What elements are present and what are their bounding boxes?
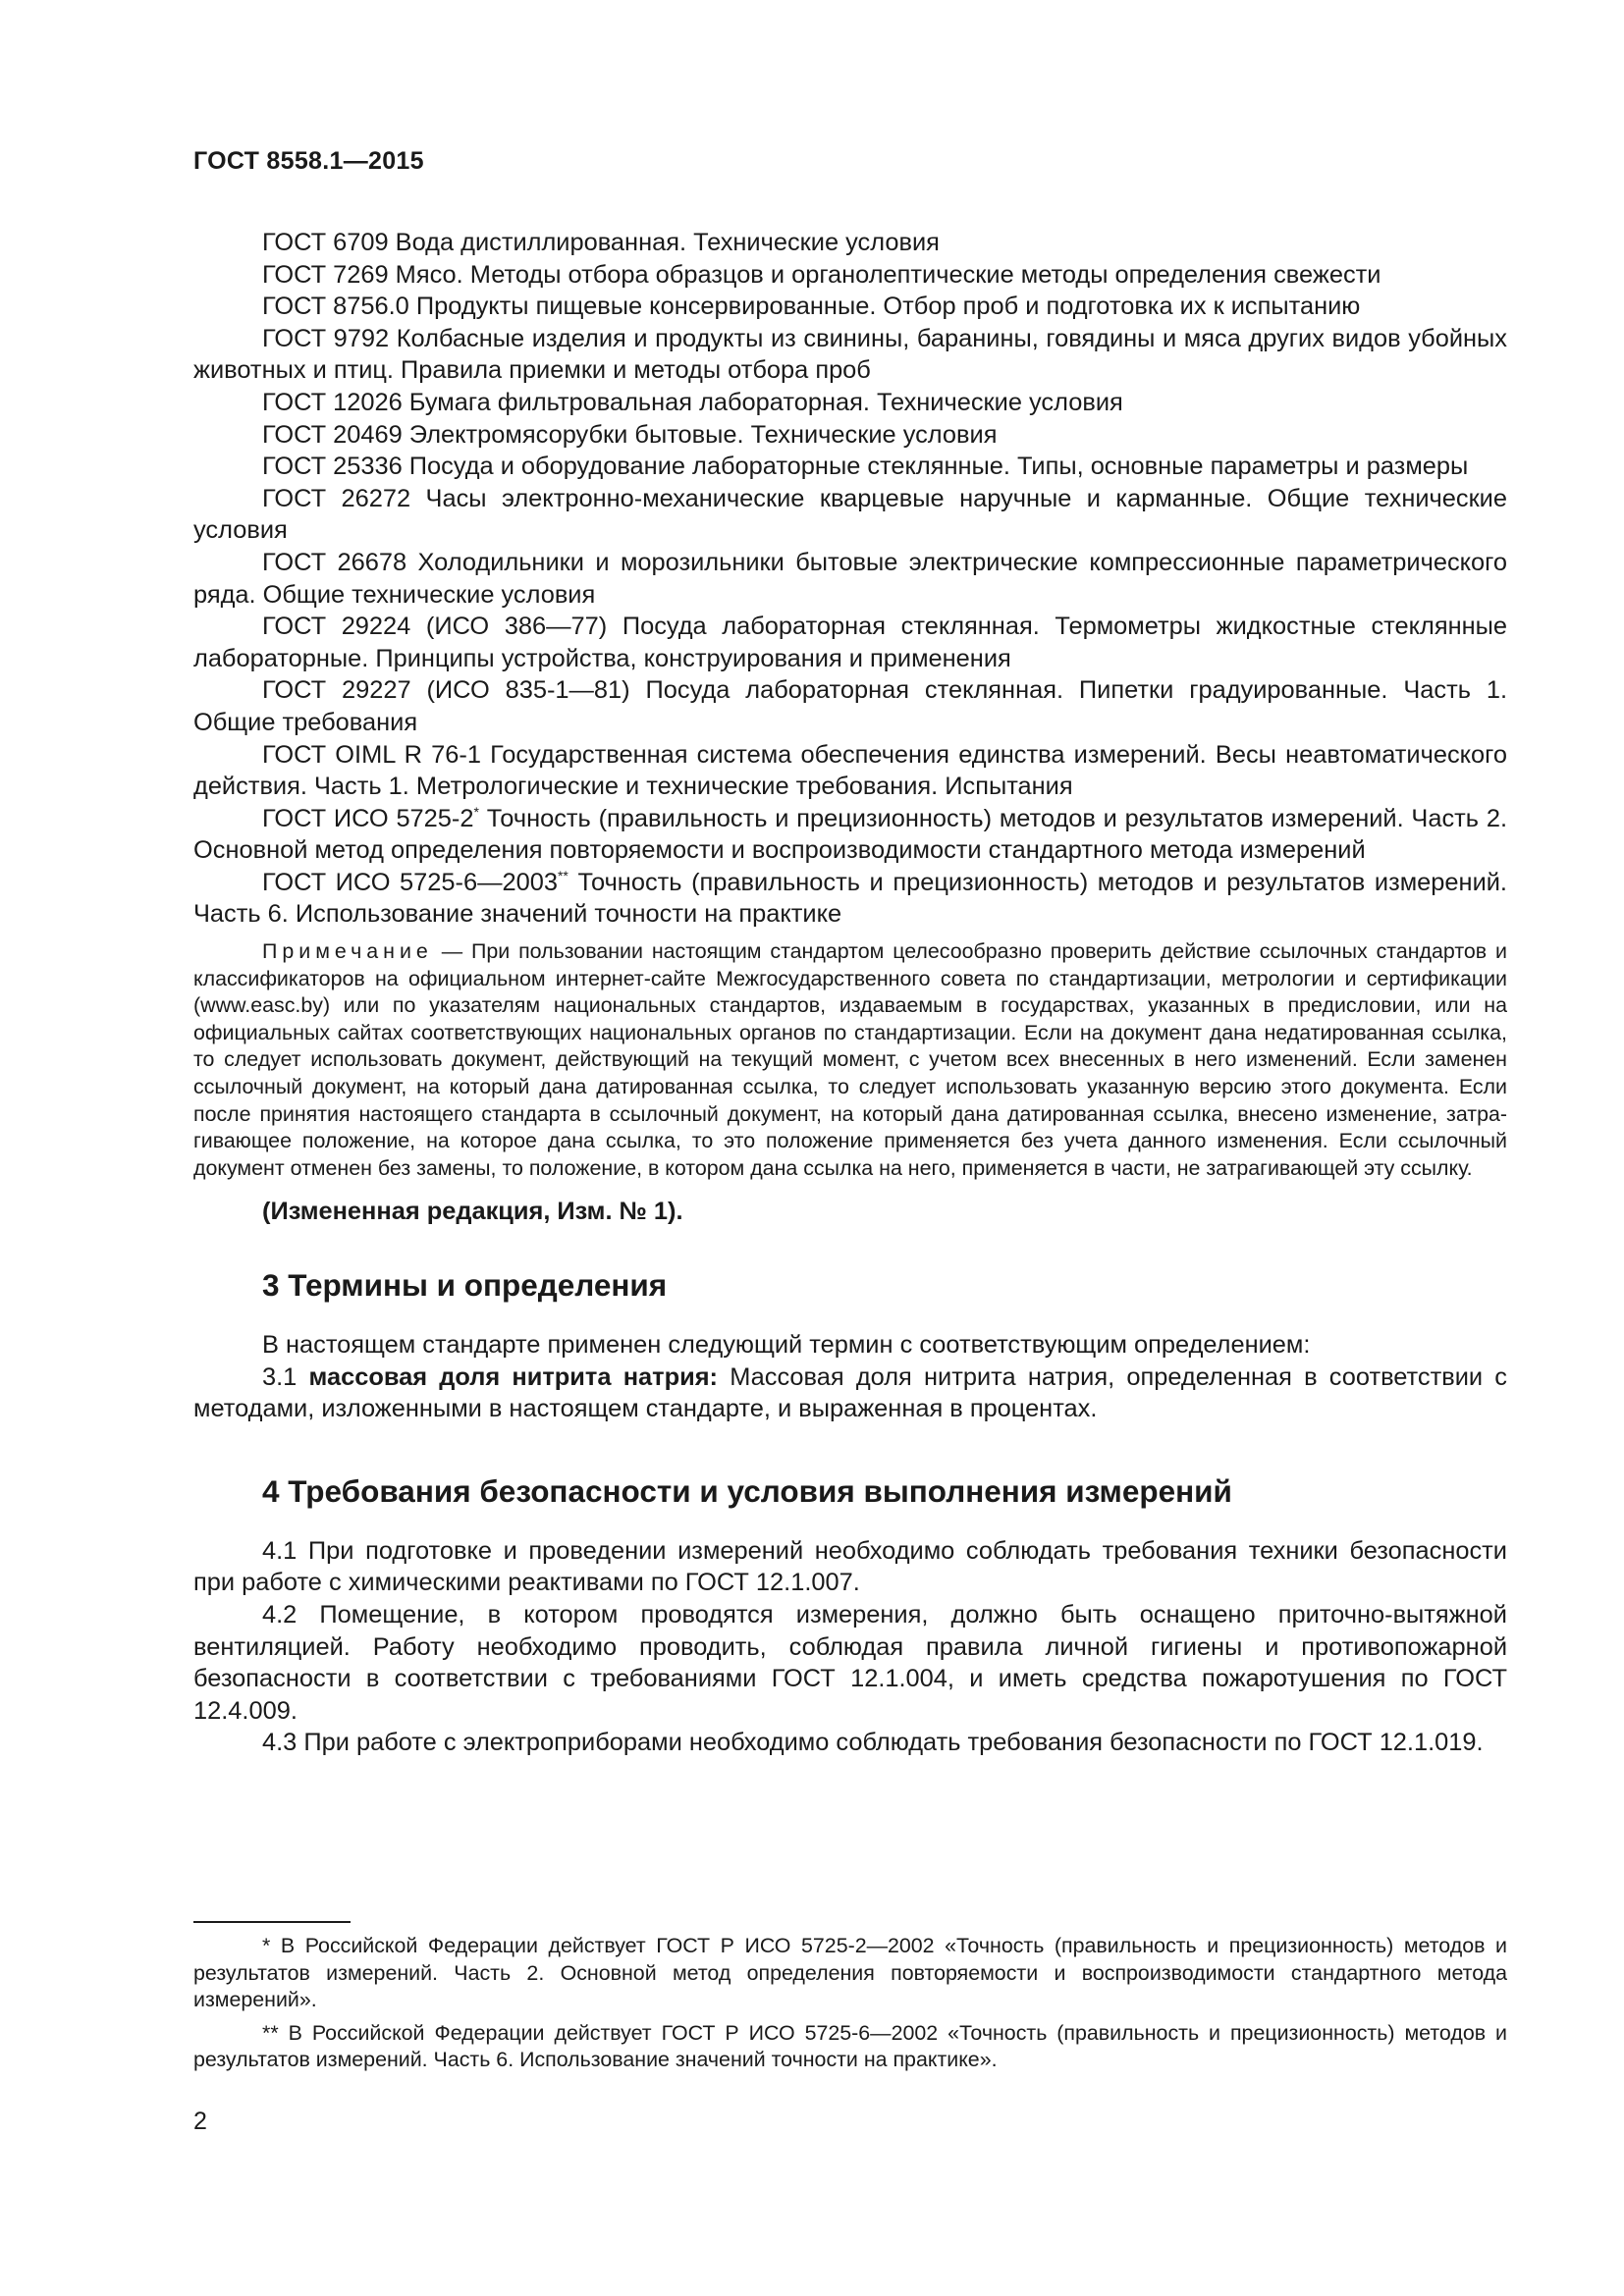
reference-item: ГОСТ 8756.0 Продукты пищевые консервированные. Отбор проб и подготовка их к испытанию [262, 293, 1361, 321]
reference-item: ГОСТ 9792 Колбасные изделия и продукты из свинины, баранины, говядины и мяса других видов убойных животных и птиц. Правила приемки и методы отбора проб [193, 324, 1507, 385]
note-text: — При пользовании настоящим стандартом целесообразно проверить действие ссылочных стандартов и классификаторов на официальном интернет-сайте Межгосударственного совета по стандартизации, метрологии и сертификации (www.easc.by) или по указателям национальных стандартов, издаваемым в государствах, указанных в предисловии, или на официальных сайтах соответствующих национальных органов по стандартизации. Если на документ дана недатированная ссылка, то следует использовать документ, действующий на текущий момент, с учетом всех внесенных в него изменений. Если заменен ссылочный документ, на который дана датированная ссылка, то следует использовать указанную версию этого документа. Если после принятия настоящего стандарта в ссылочный документ, на который дана датированная ссылка, внесено изменение, затрагивающее положение, на которое дана ссылка, то это положение применяется без учета данного изменения. Если ссылочный документ отменен без замены, то положение, в котором дана ссылка на него, применяется в части, не затрагивающей эту ссылку. [193, 939, 1507, 1180]
reference-item-iso-5725-2 [193, 803, 1507, 867]
footnote: * В Российской Федерации действует ГОСТ Р ИСО 5725-2—2002 «Точность (правильность и прецизионность) методов и результатов измерений. Часть 2. Основной метод определения повторяемости и воспроизводимости стандартного метода измерений». [193, 1934, 1507, 2012]
section-3-heading: 3 Термины и определения [262, 1267, 668, 1303]
reference-item: ГОСТ 26272 Часы электронно-механические кварцевые наручные и карманные. Общие технические условия [193, 484, 1507, 545]
term-definition [193, 1362, 1507, 1425]
term-name: массовая доля нитрита натрия: [308, 1362, 718, 1391]
reference-code: ГОСТ ИСО 5725-6—2003 [262, 868, 558, 896]
footnote-mark: * [473, 803, 479, 820]
footnote-divider [193, 1921, 351, 1923]
reference-item: ГОСТ 25336 Посуда и оборудование лабораторные стеклянные. Типы, основные параметры и размеры [262, 453, 1469, 481]
reference-item: ГОСТ 7269 Мясо. Методы отбора образцов и органолептические методы определения свежести [262, 260, 1381, 289]
term-text: Массовая доля нитрита натрия, определенная в соответствии с методами, изложенными в настоящем стандарте, и выраженная в процентах. [193, 1362, 1507, 1423]
reference-item: ГОСТ 6709 Вода дистиллированная. Технические условия [262, 229, 940, 256]
section-4-heading: 4 Требования безопасности и условия выполнения измерений [262, 1472, 1232, 1509]
section-4-item: 4.3 При работе с электроприборами необходимо соблюдать требования безопасности по ГОСТ 12.1.019. [262, 1729, 1484, 1757]
reference-item: ГОСТ 20469 Электромясорубки бытовые. Технические условия [262, 420, 998, 449]
reference-item: ГОСТ 29227 (ИСО 835-1—81) Посуда лабораторная стеклянная. Пипетки градуированные. Часть 1. Общие требования [193, 676, 1507, 736]
note-label: Примечание [262, 939, 433, 964]
reference-text: Точность (правильность и прецизионность) методов и результатов измерений. Часть 2. Основной метод определения повторяемости и воспроизводимости стандартного метода измерений [193, 804, 1508, 865]
reference-item: ГОСТ OIML R 76-1 Государственная система обеспечения единства измерений. Весы неавтоматического действия. Часть 1. Метрологические и технические требования. Испытания [193, 740, 1507, 801]
reference-code: ГОСТ ИСО 5725-2 [262, 804, 474, 832]
page-number: 2 [193, 2108, 207, 2135]
reference-item: ГОСТ 12026 Бумага фильтровальная лабораторная. Технические условия [262, 388, 1123, 416]
section-4-item: 4.2 Помещение, в котором проводятся измерения, должно быть оснащено приточно-вытяжной вентиляцией. Работу необходимо проводить, соблюдая правила личной гигиены и противопожарной безопасности в соответствии с требованиями ГОСТ 12.1.004, и иметь средства пожаротушения по ГОСТ 12.4.009. [193, 1600, 1507, 1725]
term-number: 3.1 [262, 1362, 309, 1391]
section-3-intro: В настоящем стандарте применен следующий термин с соответствующим определением: [262, 1331, 1311, 1359]
note-paragraph [193, 938, 1507, 1182]
footnotes [193, 1921, 1507, 2080]
footnote-mark: ** [557, 867, 568, 883]
edit-mark: (Измененная редакция, Изм. № 1). [262, 1198, 683, 1226]
page-header: ГОСТ 8558.1—2015 [193, 147, 424, 175]
document-body [193, 227, 1507, 1759]
footnote: ** В Российской Федерации действует ГОСТ Р ИСО 5725-6—2002 «Точность (правильность и прецизионность) методов и результатов измерений. Часть 6. Использование значений точности на практике». [193, 2020, 1507, 2072]
reference-text: Точность (правильность и прецизионность) методов и результатов измерений. Часть 6. Использование значений точности на практике [193, 868, 1507, 929]
reference-item: ГОСТ 26678 Холодильники и морозильники бытовые электрические компрессионные параметрического ряда. Общие технические условия [193, 548, 1507, 609]
reference-item-iso-5725-6 [193, 867, 1507, 931]
section-4-item: 4.1 При подготовке и проведении измерений необходимо соблюдать требования техники безопасности при работе с химическими реактивами по ГОСТ 12.1.007. [193, 1536, 1507, 1597]
reference-item: ГОСТ 29224 (ИСО 386—77) Посуда лабораторная стеклянная. Термометры жидкостные стеклянные лабораторные. Принципы устройства, конструирования и применения [193, 613, 1507, 672]
